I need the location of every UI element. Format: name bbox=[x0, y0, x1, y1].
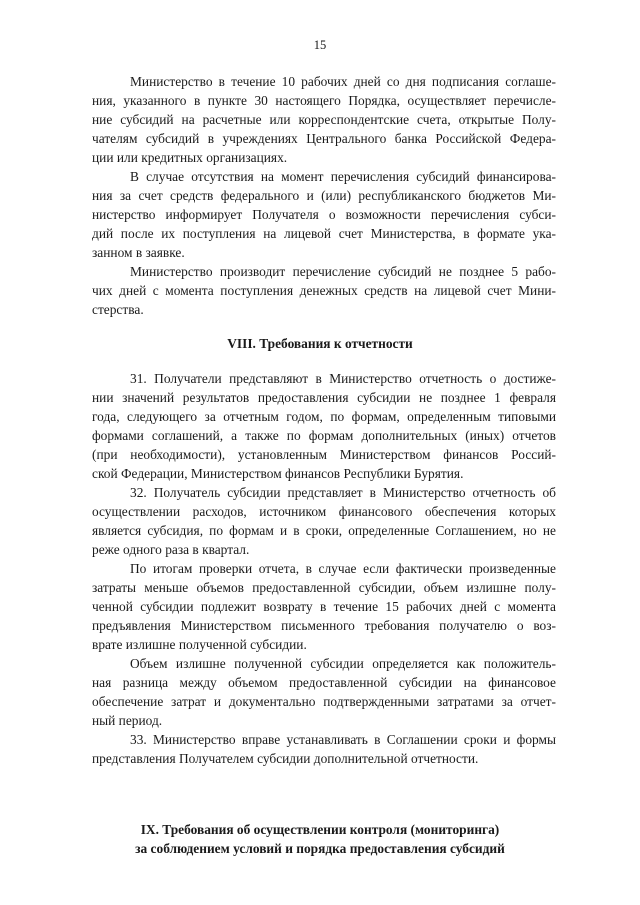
text-line: По итогам проверки отчета, в случае если фактически произведенные bbox=[130, 561, 556, 576]
text-line: Министерство в течение 10 рабочих дней со дня подписания соглаше- bbox=[130, 74, 556, 89]
text-line: нистерство информирует Получателя о возможности перечисления субси- bbox=[92, 207, 556, 222]
page-number: 15 bbox=[313, 38, 327, 52]
text-line: Министерство производит перечисление субсидий не позднее 5 рабо- bbox=[130, 264, 556, 279]
text-line: 32. Получатель субсидии представляет в Министерство отчетность об bbox=[130, 485, 556, 500]
text-line: ния за счет средств федерального и (или) республиканского бюджетов Ми- bbox=[92, 188, 556, 203]
text-line: представления Получателем субсидии дополнительной отчетности. bbox=[92, 751, 479, 766]
text-line: ской Федерации, Министерством финансов Республики Бурятия. bbox=[92, 466, 464, 481]
text-line: обеспечение затрат и документально подтвержденными затратами за отчет- bbox=[92, 694, 556, 709]
section-heading-line: за соблюдением условий и порядка предоставления субсидий bbox=[135, 841, 505, 856]
text-line: формами соглашений, а также по формам дополнительных (иных) отчетов bbox=[92, 428, 556, 443]
text-line: занном в заявке. bbox=[92, 245, 185, 260]
text-line: ная разница между объемом предоставленной субсидии на финансовое bbox=[92, 675, 556, 690]
text-line: ный период. bbox=[92, 713, 163, 728]
text-line: является субсидия, по формам и в сроки, определенные Соглашением, но не bbox=[92, 523, 556, 538]
text-line: В случае отсутствия на момент перечисления субсидий финансирова- bbox=[130, 169, 556, 184]
text-line: чих дней с момента поступления денежных средств на лицевой счет Мини- bbox=[92, 283, 556, 298]
section-heading-reporting: VIII. Требования к отчетности bbox=[227, 336, 413, 351]
text-line: года, следующего за отчетным годом, по формам, определенным типовыми bbox=[92, 409, 556, 424]
text-line: 33. Министерство вправе устанавливать в Соглашении сроки и формы bbox=[130, 732, 556, 747]
text-line: ние субсидий на расчетные или корреспондентские счета, открытые Полу- bbox=[92, 112, 556, 127]
text-line: врате излишне полученной субсидии. bbox=[92, 637, 307, 652]
text-line: предъявления Министерством письменного требования получателю о воз- bbox=[92, 618, 556, 633]
text-line: чателям субсидий в учреждениях Центрального банка Российской Федера- bbox=[92, 131, 556, 146]
text-line: стерства. bbox=[92, 302, 144, 317]
text-line: ченной субсидии подлежит возврату в течение 15 рабочих дней с момента bbox=[92, 599, 556, 614]
text-line: ции или кредитных организациях. bbox=[92, 150, 288, 165]
text-line: 31. Получатели представляют в Министерство отчетность о достиже- bbox=[130, 371, 556, 386]
text-line: осуществлении расходов, источником финансового обеспечения которых bbox=[92, 504, 556, 519]
text-line: реже одного раза в квартал. bbox=[92, 542, 250, 557]
section-heading-line: IX. Требования об осуществлении контроля (мониторинга) bbox=[140, 822, 500, 837]
text-line: затраты меньше объемов предоставленной субсидии, объем излишне полу- bbox=[92, 580, 556, 595]
text-line: (при необходимости), установленным Министерством финансов Россий- bbox=[92, 447, 556, 462]
text-line: дий после их поступления на лицевой счет Министерства, в формате ука- bbox=[92, 226, 556, 241]
text-line: Объем излишне полученной субсидии определяется как положитель- bbox=[130, 656, 556, 671]
text-line: нии значений результатов предоставления субсидии не позднее 1 февраля bbox=[92, 390, 556, 405]
text-line: ния, указанного в пункте 30 настоящего Порядка, осуществляет перечисле- bbox=[92, 93, 556, 108]
